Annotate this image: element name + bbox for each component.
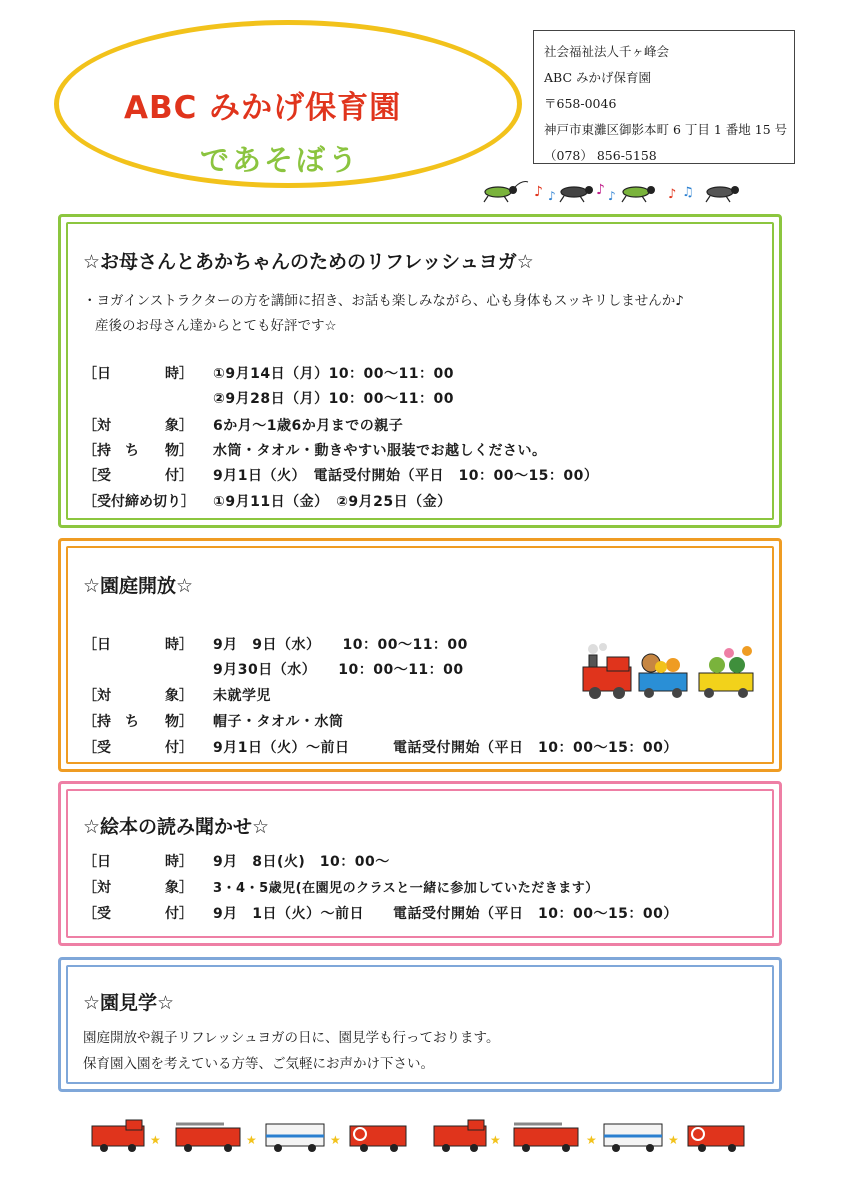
label-right: 付］	[165, 906, 193, 922]
yoga-items: 水筒・タオル・動きやすい服装でお越しください。	[213, 443, 547, 459]
label-right: 物］	[165, 714, 193, 730]
book-heading: ☆絵本の読み聞かせ☆	[83, 816, 270, 838]
garden-reception: 9月1日（火）～前日 電話受付開始（平日 10：00～15：00）	[213, 740, 678, 756]
org-school-name: ABC みかげ保育園	[544, 70, 651, 85]
star-icon: ★	[490, 1133, 501, 1147]
garden-date-1: 9月 9日（水） 10：00～11：00	[213, 637, 468, 653]
label-left: ［対	[83, 880, 111, 896]
label-left: ［持 ち	[83, 714, 139, 730]
yoga-heading: ☆お母さんとあかちゃんのためのリフレッシュヨガ☆	[83, 251, 534, 273]
label-right: 時］	[165, 366, 193, 382]
org-phone: （078） 856-5158	[544, 148, 657, 163]
garden-target: 未就学児	[213, 688, 271, 704]
label-right: 付］	[165, 740, 193, 756]
yoga-section	[58, 214, 782, 528]
garden-items: 帽子・タオル・水筒	[213, 714, 344, 730]
label-left: ［日	[83, 366, 111, 382]
music-note-icon: ♪	[548, 189, 556, 203]
music-note-icon: ♪	[596, 182, 605, 198]
yoga-date-2: ②9月28日（月）10：00～11：00	[213, 391, 455, 407]
star-icon: ★	[150, 1133, 161, 1147]
label-left: ［対	[83, 418, 111, 434]
yoga-date-1: ①9月14日（月）10：00～11：00	[213, 366, 455, 382]
garden-heading: ☆園庭開放☆	[83, 575, 194, 597]
page-title: ABC みかげ保育園	[124, 90, 402, 126]
garden-date-2: 9月30日（水） 10：00～11：00	[213, 662, 464, 678]
book-date: 9月 8日(火) 10：00～	[213, 854, 390, 870]
yoga-deadline: ①9月11日（金） ②9月25日（金）	[213, 494, 452, 510]
yoga-reception: 9月1日（火） 電話受付開始（平日 10：00～15：00）	[213, 468, 599, 484]
fire-truck-icon	[176, 1124, 240, 1152]
page-subtitle: であそぼう	[200, 143, 361, 177]
music-note-icon: ♪	[608, 189, 616, 203]
tour-line-2: 保育園入園を考えている方等、ご気軽にお声かけ下さい。	[83, 1056, 434, 1072]
label-left: ［日	[83, 637, 111, 653]
fire-truck-icon	[92, 1120, 144, 1152]
cricket-icon	[484, 182, 528, 202]
star-icon: ★	[668, 1133, 679, 1147]
label-right: 時］	[165, 637, 193, 653]
cricket-icon	[560, 186, 593, 202]
cricket-decoration	[482, 178, 752, 206]
garden-open-section	[58, 538, 782, 772]
vehicles-decoration	[88, 1116, 748, 1156]
yoga-target: 6か月～1歳6か月までの親子	[213, 418, 404, 434]
fire-truck-icon	[514, 1124, 578, 1152]
cricket-icon	[706, 186, 739, 202]
yoga-description-line1: ・ヨガインストラクターの方を講師に招き、お話も楽しみながら、心も身体もスッキリしませんか♪	[83, 293, 684, 309]
ambulance-icon	[266, 1124, 324, 1152]
label-left: ［対	[83, 688, 111, 704]
yoga-description-line2: 産後のお母さん達からとても好評です☆	[95, 318, 337, 334]
org-postal-code: 〒658-0046	[544, 96, 617, 111]
label-right: 物］	[165, 443, 193, 459]
tour-heading: ☆園見学☆	[83, 992, 175, 1014]
org-address: 神戸市東灘区御影本町 6 丁目 1 番地 15 号	[544, 122, 788, 137]
star-icon: ★	[586, 1133, 597, 1147]
label-right: 象］	[165, 880, 193, 896]
music-note-icon: ♪	[668, 187, 677, 202]
label-left: ［受	[83, 906, 111, 922]
train-icon	[577, 641, 765, 703]
fire-truck-icon	[688, 1126, 744, 1152]
star-icon: ★	[330, 1133, 341, 1147]
label-left: ［受	[83, 740, 111, 756]
fire-truck-icon	[350, 1126, 406, 1152]
tour-line-1: 園庭開放や親子リフレッシュヨガの日に、園見学も行っております。	[83, 1030, 500, 1046]
fire-truck-icon	[434, 1120, 486, 1152]
nursery-tour-section	[58, 957, 782, 1092]
music-note-icon: ♪	[534, 184, 543, 200]
organization-info-box	[533, 30, 795, 164]
label-left: ［持 ち	[83, 443, 139, 459]
label-right: 時］	[165, 854, 193, 870]
label-left: ［日	[83, 854, 111, 870]
cricket-icon	[622, 186, 655, 202]
music-note-icon: ♫	[682, 185, 694, 200]
deadline-label: ［受付締め切り］	[83, 494, 195, 510]
label-right: 象］	[165, 418, 193, 434]
label-right: 付］	[165, 468, 193, 484]
org-name: 社会福祉法人千ヶ峰会	[544, 44, 670, 59]
label-left: ［受	[83, 468, 111, 484]
book-reception: 9月 1日（火）～前日 電話受付開始（平日 10：00～15：00）	[213, 906, 678, 922]
label-right: 象］	[165, 688, 193, 704]
book-target: 3・4・5歳児(在園児のクラスと一緒に参加していただきます）	[213, 881, 599, 896]
ambulance-icon	[604, 1124, 662, 1152]
picture-book-section	[58, 781, 782, 946]
star-icon: ★	[246, 1133, 257, 1147]
